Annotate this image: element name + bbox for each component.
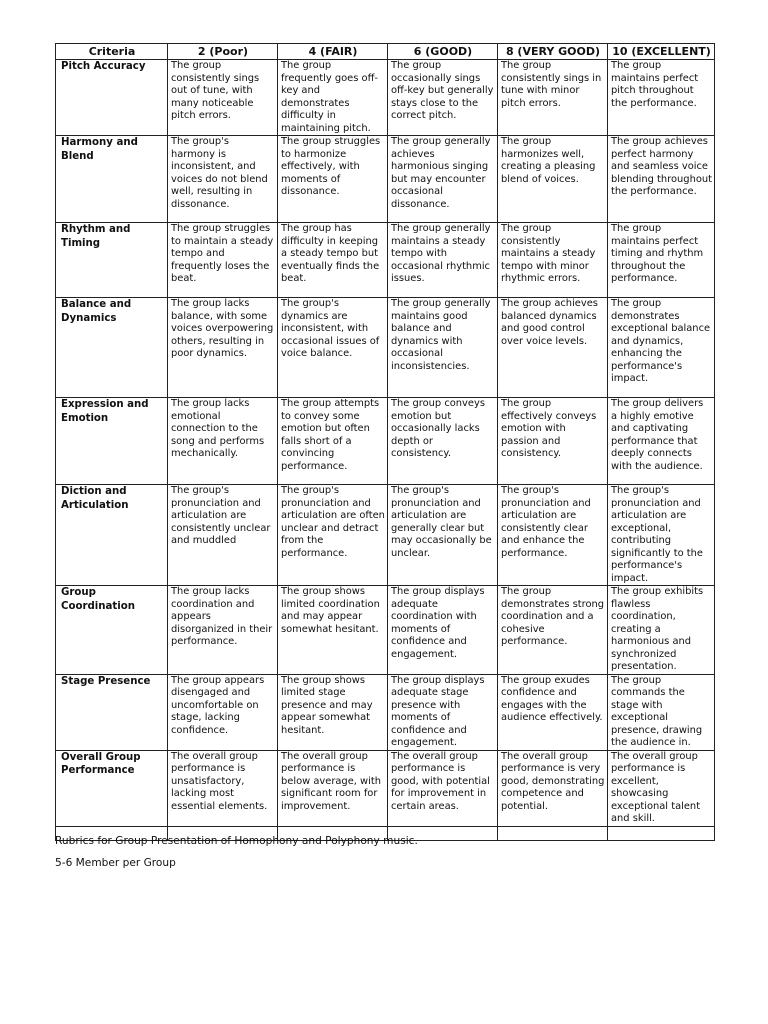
rubric-cell: The overall group performance is very good, demonstrating competence and potential.: [498, 750, 608, 826]
empty-cell: [498, 826, 608, 840]
rubric-cell: The group shows limited stage presence and may appear somewhat hesitant.: [278, 674, 388, 750]
table-row: [56, 223, 715, 298]
rubric-cell: The group attempts to convey some emotion but often falls short of a convincing performance.: [278, 398, 388, 485]
rubric-cell: The group's pronunciation and articulation are consistently unclear and muddled: [168, 485, 278, 586]
criterion-label: Expression and Emotion: [56, 398, 168, 485]
rubric-cell: The group achieves balanced dynamics and good control over voice levels.: [498, 298, 608, 398]
rubric-cell: The overall group performance is good, with potential for improvement in certain areas.: [388, 750, 498, 826]
rubric-cell: The overall group performance is unsatisfactory, lacking most essential elements.: [168, 750, 278, 826]
rubric-cell: The group struggles to maintain a steady tempo and frequently loses the beat.: [168, 223, 278, 298]
criterion-label: Balance and Dynamics: [56, 298, 168, 398]
table-row: [56, 398, 715, 485]
criterion-label: Overall Group Performance: [56, 750, 168, 826]
rubric-cell: The group's dynamics are inconsistent, with occasional issues of voice balance.: [278, 298, 388, 398]
header-excellent: 10 (EXCELLENT): [608, 44, 715, 60]
rubric-cell: The group's harmony is inconsistent, and voices do not blend well, resulting in dissonance.: [168, 136, 278, 223]
rubric-cell: The group maintains perfect timing and rhythm throughout the performance.: [608, 223, 715, 298]
rubric-cell: The overall group performance is excellent, showcasing exceptional talent and skill.: [608, 750, 715, 826]
table-row: [56, 298, 715, 398]
rubric-cell: The group effectively conveys emotion with passion and consistency.: [498, 398, 608, 485]
rubric-cell: The overall group performance is below average, with significant room for improvement.: [278, 750, 388, 826]
table-row: [56, 750, 715, 826]
rubric-cell: The group lacks balance, with some voices overpowering others, resulting in poor dynamics.: [168, 298, 278, 398]
rubric-cell: The group's pronunciation and articulation are consistently clear and enhance the performance.: [498, 485, 608, 586]
header-good: 6 (GOOD): [388, 44, 498, 60]
rubric-cell: The group's pronunciation and articulation are generally clear but may occasionally be unclear.: [388, 485, 498, 586]
rubric-cell: The group harmonizes well, creating a pleasing blend of voices.: [498, 136, 608, 223]
empty-cell: [608, 826, 715, 840]
rubric-cell: The group consistently sings in tune with minor pitch errors.: [498, 60, 608, 136]
rubric-cell: The group shows limited coordination and may appear somewhat hesitant.: [278, 586, 388, 675]
rubric-cell: The group's pronunciation and articulation are often unclear and detract from the performance.: [278, 485, 388, 586]
rubric-cell: The group consistently sings out of tune, with many noticeable pitch errors.: [168, 60, 278, 136]
table-row: [56, 136, 715, 223]
rubric-header-row: [56, 44, 715, 60]
rubric-cell: The group maintains perfect pitch throughout the performance.: [608, 60, 715, 136]
group-size-note: 5-6 Member per Group: [55, 857, 176, 869]
rubric-cell: The group lacks emotional connection to the song and performs mechanically.: [168, 398, 278, 485]
criterion-label: Pitch Accuracy: [56, 60, 168, 136]
table-row: [56, 485, 715, 586]
rubric-cell: The group lacks coordination and appears disorganized in their performance.: [168, 586, 278, 675]
rubric-cell: The group struggles to harmonize effectively, with moments of dissonance.: [278, 136, 388, 223]
header-criteria: Criteria: [56, 44, 168, 60]
rubric-table: [55, 43, 715, 841]
criterion-label: Harmony and Blend: [56, 136, 168, 223]
criterion-label: Group Coordination: [56, 586, 168, 675]
rubric-cell: The group achieves perfect harmony and seamless voice blending throughout the performance.: [608, 136, 715, 223]
rubric-cell: The group has difficulty in keeping a steady tempo but eventually finds the beat.: [278, 223, 388, 298]
rubric-cell: The group frequently goes off-key and demonstrates difficulty in maintaining pitch.: [278, 60, 388, 136]
rubric-cell: The group exhibits flawless coordination, creating a harmonious and synchronized presentation.: [608, 586, 715, 675]
rubric-cell: The group exudes confidence and engages with the audience effectively.: [498, 674, 608, 750]
criterion-label: Diction and Articulation: [56, 485, 168, 586]
rubric-cell: The group commands the stage with exceptional presence, drawing the audience in.: [608, 674, 715, 750]
rubric-cell: The group occasionally sings off-key but generally stays close to the correct pitch.: [388, 60, 498, 136]
rubric-cell: The group demonstrates strong coordination and a cohesive performance.: [498, 586, 608, 675]
header-poor: 2 (Poor): [168, 44, 278, 60]
header-fair: 4 (FAIR): [278, 44, 388, 60]
rubric-cell: The group generally achieves harmonious singing but may encounter occasional dissonance.: [388, 136, 498, 223]
criterion-label: Stage Presence: [56, 674, 168, 750]
rubric-cell: The group displays adequate stage presence with moments of confidence and engagement.: [388, 674, 498, 750]
rubric-cell: The group generally maintains good balance and dynamics with occasional inconsistencies.: [388, 298, 498, 398]
rubric-cell: The group delivers a highly emotive and captivating performance that deeply connects with the audience.: [608, 398, 715, 485]
rubric-cell: The group conveys emotion but occasionally lacks depth or consistency.: [388, 398, 498, 485]
table-row: [56, 674, 715, 750]
criterion-label: Rhythm and Timing: [56, 223, 168, 298]
table-row: [56, 60, 715, 136]
rubric-cell: The group generally maintains a steady tempo with occasional rhythmic issues.: [388, 223, 498, 298]
table-row: [56, 586, 715, 675]
rubric-caption: Rubrics for Group Presentation of Homophony and Polyphony music.: [55, 835, 418, 847]
header-very-good: 8 (VERY GOOD): [498, 44, 608, 60]
rubric-cell: The group appears disengaged and uncomfortable on stage, lacking confidence.: [168, 674, 278, 750]
rubric-cell: The group consistently maintains a steady tempo with minor rhythmic errors.: [498, 223, 608, 298]
rubric-cell: The group demonstrates exceptional balance and dynamics, enhancing the performance's impact.: [608, 298, 715, 398]
rubric-cell: The group displays adequate coordination with moments of confidence and engagement.: [388, 586, 498, 675]
rubric-cell: The group's pronunciation and articulation are exceptional, contributing significantly to the performance's impact.: [608, 485, 715, 586]
rubric-body: [56, 60, 715, 841]
